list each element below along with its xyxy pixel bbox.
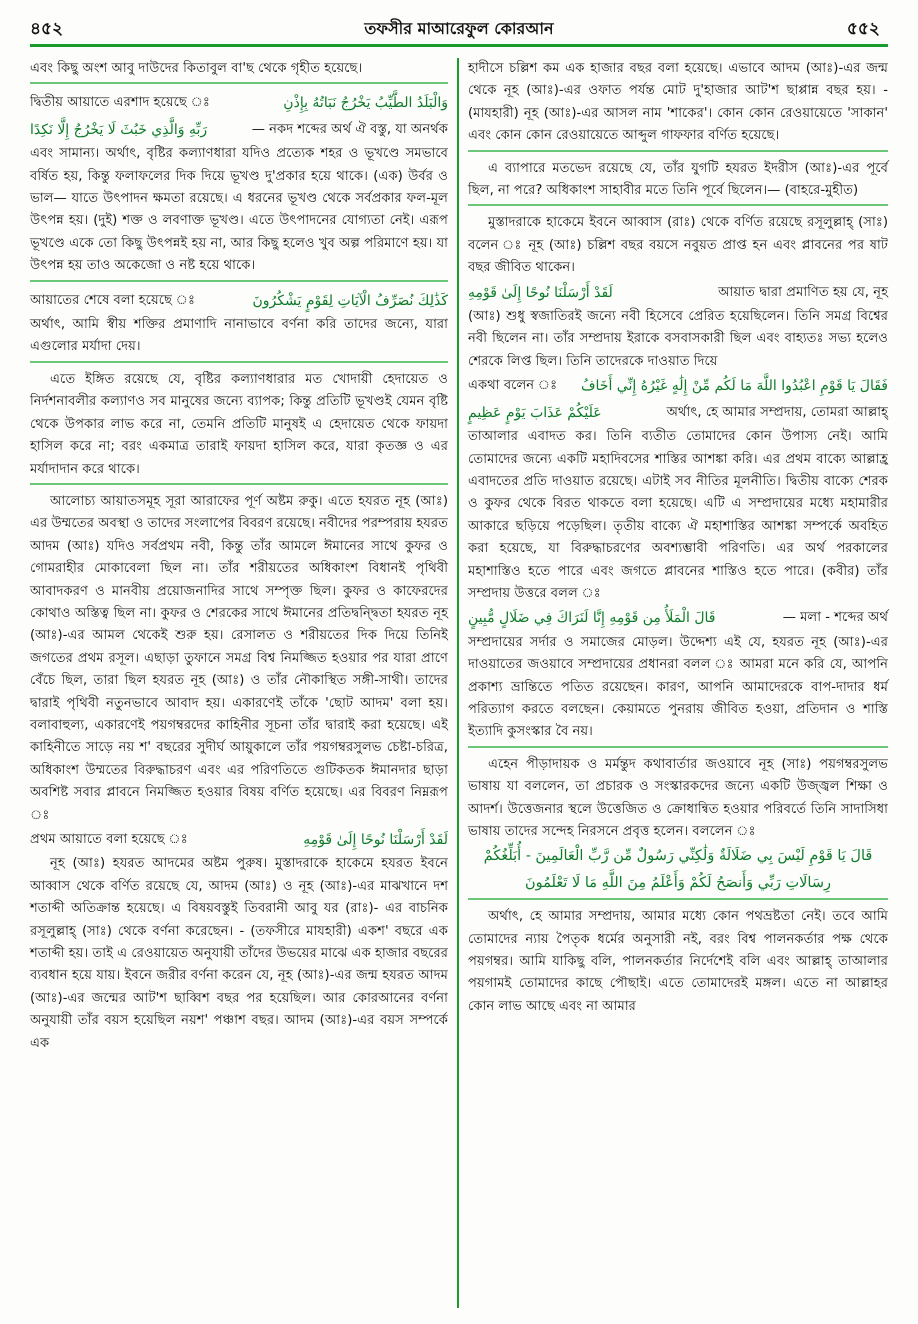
- arabic-verse: لَقَدْ أَرْسَلْنَا نُوحًا إِلَىٰ قَوْمِهِ: [468, 284, 613, 301]
- paragraph: এহেন পীড়াদায়ক ও মর্মন্তুদ কথাবার্তার জওয়াবে নূহ (সাঃ) পয়গম্বরসুলভ ভাষায় যা বললেন, তা প্রচারক ও সংস্কারকদের জন্যে একটি উজ্জ্বল শিক্ষা ও আদর্শ। উত্তেজনার স্থলে উত্তেজিত ও ক্রোধান্বিত হওয়ার পরিবর্তে তিনি সাদাসিধা ভাষায় তাদের সন্দেহ নিরসনে প্রবৃত্ত হলেন। বললেন ঃ: [468, 756, 888, 839]
- verse-line: [468, 400, 888, 426]
- paragraph: তাআলার এবাদত কর। তিনি ব্যতীত তোমাদের কোন উপাস্য নেই। আমি তোমাদের জন্যে একটি মহাদিবসের শাস্তির আশঙ্কা করি। এর প্রথম বাক্যে আল্লাহ্র এবাদতের প্রতি দাওয়াত রয়েছে। এটাই সব নীতির মূলনীতি। দ্বিতীয় বাক্যে শেরক ও কুফর থেকে বিরত থাকতে বলা হয়েছে। এটি এ সম্প্রদায়ের মধ্যে মহামারীর আকারে ছড়িয়ে পড়েছিল। তৃতীয় বাক্যে ঐ মহাশাস্তির আশঙ্কা সম্পর্কে অবহিত করা হয়েছে, যা বিরুদ্ধাচরণের অবশ্যম্ভাবী পরিণতি। এর অর্থ পরকালের মহাশাস্তিও হতে পারে এবং জগতে প্লাবনের শাস্তিও হতে পারে। (কবীর) তাঁর সম্প্রদায় উত্তরে বলল ঃ: [468, 429, 888, 601]
- header-rule: [30, 44, 888, 47]
- verse-line: [30, 90, 448, 116]
- paragraph: এবং সামান্য। অর্থাৎ, বৃষ্টির কল্যাণধারা যদিও প্রত্যেক শহর ও ভূখণ্ডে সমভাবে বর্ষিত হয়, কিন্তু ফলাফলের দিক দিয়ে ভূখণ্ড দু'প্রকার হয়ে থাকে। (এক) উর্বর ও ভাল— যাতে উৎপাদন ক্ষমতা রয়েছে। এ ধরনের ভূখণ্ড থেকে সর্বপ্রকার ফল-মূল উৎপন্ন হয়। (দুই) শক্ত ও লবণাক্ত ভূখণ্ড। এতে উৎপাদনের যোগ্যতা নেই। এরূপ ভূখণ্ডে একে তো কিছু উৎপন্নই হয় না, আর কিছু হলেও খুব অল্প পরিমাণে হয়। যা উৎপন্ন হয় তাও অকেজো ও নষ্ট হয়ে থাকে।: [30, 146, 448, 274]
- divider: [468, 204, 888, 206]
- verse-label: একথা বলেন ঃ: [468, 378, 558, 394]
- page-number-right: ৫৫২: [846, 19, 880, 39]
- divider: [30, 361, 448, 363]
- verse-line: [30, 288, 448, 314]
- verse-gloss: অর্থাৎ, হে আমার সম্প্রদায়, তোমরা আল্লাহ্: [666, 404, 888, 420]
- paragraph: হাদীসে চল্লিশ কম এক হাজার বছর বলা হয়েছে। এভাবে আদম (আঃ)-এর জন্ম থেকে নূহ (আঃ)-এর ওফাত পর্যন্ত মোট দু'হাজার আট'শ ছাপ্পান্ন বছর হয়। - (মাযহারী) নূহ (আঃ)-এর আসল নাম 'শাকের'। কোন কোন রেওয়ায়েতে 'সাকান' এবং কোন কোন রেওয়ায়েতে আব্দুল গাফফার বর্ণিত হয়েছে।: [468, 61, 888, 144]
- paragraph: অর্থাৎ, হে আমার সম্প্রদায়, আমার মধ্যে কোন পথভ্রষ্টতা নেই। তবে আমি তোমাদের ন্যায় পৈতৃক ধর্মের অনুসারী নই, বরং বিশ্ব পালনকর্তার পক্ষ থেকে পয়গম্বর। আমি যাকিছু বলি, পালনকর্তার নির্দেশেই বলি এবং আল্লাহ্ তাআলার পয়গামই তোমাদের কাছে পৌছাই। এতে তোমাদেরই মঙ্গল। এতে না আল্লাহর কোন লাভ আছে এবং না আমার: [468, 909, 888, 1014]
- paragraph: নূহ (আঃ) হযরত আদমের অষ্টম পুরুষ। মুস্তাদরাকে হাকেমে হযরত ইবনে আব্বাস থেকে বর্ণিত রয়েছে যে, আদম (আঃ) ও নূহ (আঃ)-এর মাঝখানে দশ শতাব্দী অতিক্রান্ত হয়েছে। এ বিষয়বস্তুই তিবরানী আবু যর (রাঃ)- এর বাচনিক রসূলুল্লাহ্ (সাঃ) থেকে বর্ণনা করেছেন। - (তফসীরে মাযহারী) একশ' বছরে এক শতাব্দী হয়। তাই এ রেওয়ায়েত অনুযায়ী তাঁদের উভয়ের মাঝে এক হাজার বছরের ব্যবধান হয়ে যায়। ইবনে জরীর বর্ণনা করেন যে, নূহ (আঃ)-এর জন্ম হযরত আদম (আঃ)-এর জন্মের আট'শ ছাব্বিশ বছর পর হয়েছিল। আর কোরআনের বর্ণনা অনুযায়ী তাঁর বয়স হয়েছিল নয়শ' পঞ্চাশ বছর। আদম (আঃ)-এর বয়স সম্পর্কে এক: [30, 856, 448, 1051]
- paragraph: এবং কিছু অংশ আবু দাউদের কিতাবুল বা'ছ থেকে গৃহীত হয়েছে।: [30, 61, 363, 76]
- arabic-verse: قَالَ الْمَلَأُ مِن قَوْمِهِ إِنَّا لَنَرَاكَ فِي ضَلَالٍ مُّبِينٍ: [468, 610, 716, 627]
- paragraph: আলোচ্য আয়াতসমূহ সূরা আরাফের পূর্ণ অষ্টম রুকু। এতে হযরত নূহ (আঃ) এর উম্মতের অবস্থা ও তাদের সংলাপের বিবরণ রয়েছে। নবীদের পরম্পরায় হযরত আদম (আঃ) যদিও সর্বপ্রথম নবী, কিন্তু তাঁর আমলে ঈমানের সাথে কুফর ও গোমরাহীর মোকাবেলা ছিল না। তাঁর শরীয়তের অধিকাংশ বিধানই পৃথিবী আবাদকরণ ও মানবীয় প্রয়োজনাদির সাথে সম্পৃক্ত ছিল। কুফর ও কাফেরদের কোথাও অস্তিত্ব ছিল না। কুফর ও শেরকের সাথে ঈমানের প্রতিদ্বন্দ্বিতা হযরত নূহ (আঃ)-এর আমল থেকেই শুরু হয়। রেসালত ও শরীয়তের দিক দিয়ে তিনিই জগতের প্রথম রসূল। এছাড়া তুফানে সমগ্র বিশ্ব নিমজ্জিত হওয়ার পর যারা প্রাণে বেঁচে ছিল, তারা ছিল হযরত নূহ (আঃ) ও তাঁর নৌকাস্থিত সঙ্গী-সাথী। তাদের দ্বারাই পৃথিবী নতুনভাবে আবাদ হয়। একারণেই তাঁকে 'ছোট আদম' বলা হয়। বলাবাহুল্য, একারণেই পয়গম্বরদের কাহিনীর সূচনা তাঁর দ্বারাই করা হয়েছে। এই কাহিনীতে সাড়ে নয় শ' বছরের সুদীর্ঘ আয়ুকালে তাঁর পয়গম্বরসুলভ চেষ্টা-চরিত্র, অধিকাংশ উম্মতের বিরুদ্ধাচরণ এবং এর পরিণতিতে গুটিকতক ঈমানদার ছাড়া অবশিষ্ট সবার প্লাবনে নিমজ্জিত হওয়ার বিষয় বর্ণিত হয়েছে। এর বিবরণ নিম্নরূপ ঃ: [30, 493, 448, 823]
- divider: [468, 746, 888, 748]
- running-title: তফসীর মাআরেফুল কোরআন: [364, 19, 554, 38]
- divider: [468, 150, 888, 152]
- paragraph: এতে ইঙ্গিত রয়েছে যে, বৃষ্টির কল্যাণধারার মত খোদায়ী হেদায়েত ও নির্দশনাবলীর কল্যাণও সব মানুষের জন্যে ব্যাপক; কিন্তু প্রতিটি ভূখণ্ডই যেমন বৃষ্টি থেকে উপকার লাভ করে না, তেমনি প্রতিটি মানুষই এ হেদায়েত থেকে ফায়দা হাসিল করে না; বরং একমাত্র তারাই ফায়দা হাসিল করে, যারা কৃতজ্ঞ ও এর মর্যাদাদান করে থাকে।: [30, 371, 448, 477]
- column-divider: [457, 58, 459, 1308]
- verse-label: প্রথম আয়াতে বলা হয়েছে ঃ: [30, 832, 188, 847]
- arabic-verse: كَذَٰلِكَ نُصَرِّفُ الْآيَاتِ لِقَوْمٍ يَشْكُرُونَ: [252, 292, 448, 309]
- verse-gloss: — নকদ শব্দের অর্থ ঐ বস্তু, যা অনর্থক: [251, 121, 448, 137]
- paragraph: (আঃ) শুধু স্বজাতিরই জন্যে নবী হিসেবে প্রেরিত হয়েছিলেন। তিনি সমগ্র বিশ্বের নবী ছিলেন না। তাঁর সম্প্রদায় ইরাকে বসবাসকারী ছিল এবং বাহ্যতঃ সভ্য হলেও শেরকে লিপ্ত ছিল। তিনি তাদেরকে দাওয়াত দিয়ে: [468, 309, 888, 369]
- verse-gloss: আয়াত দ্বারা প্রমাণিত হয় যে, নূহ: [718, 284, 888, 300]
- page-number-left: ৪৫২: [30, 19, 64, 39]
- verse-line: [30, 827, 448, 853]
- paragraph: এ ব্যাপারে মতভেদ রয়েছে যে, তাঁর যুগটি হযরত ইদরীস (আঃ)-এর পূর্বে ছিল, না পরে? অধিকাংশ সাহাবীর মতে তিনি পূর্বে ছিলেন।— (বাহরে-মুহীত): [468, 160, 888, 199]
- verse-label: দ্বিতীয় আয়াতে এরশাদ হয়েছে ঃ: [30, 95, 210, 111]
- arabic-verse: لَقَدْ أَرْسَلْنَا نُوحًا إِلَىٰ قَوْمِهِ: [303, 832, 448, 848]
- verse-line: [468, 280, 888, 306]
- arabic-verse: فَقَالَ يَا قَوْمِ اعْبُدُوا اللَّهَ مَا لَكُم مِّنْ إِلَٰهٍ غَيْرُهُ إِنِّي أَخَافُ: [581, 378, 888, 395]
- arabic-verse: وَالْبَلَدُ الطَّيِّبُ يَخْرُجُ نَبَاتُهُ بِإِذْنِ: [283, 95, 448, 112]
- left-column: [30, 58, 448, 1055]
- paragraph: সম্প্রদায়ের সর্দার ও সমাজের মোড়ল। উদ্দেশ্য এই যে, হযরত নূহ (আঃ)-এর দাওয়াতের জওয়াবে সম্প্রদায়ের প্রধানরা বলল ঃ আমরা মনে করি যে, আপনি প্রকাশ্য ভ্রান্তিতে পতিত রয়েছেন। কারণ, আপনি আমাদেরকে বাপ-দাদার ধর্ম পরিত্যাগ করতে বলছেন। কেয়ামতে পুনরায় জীবিত হওয়া, প্রতিদান ও শাস্তি ইত্যাদি কুসংস্কার বৈ নয়।: [468, 634, 888, 740]
- paragraph: অর্থাৎ, আমি স্বীয় শক্তির প্রমাণাদি নানাভাবে বর্ণনা করি তাদের জন্যে, যারা এগুলোর মর্যাদা দেয়।: [30, 317, 448, 355]
- verse-line: [468, 605, 888, 631]
- arabic-verse: عَلَيْكُمْ عَذَابَ يَوْمٍ عَظِيمٍ: [468, 404, 602, 421]
- verse-label: আয়াতের শেষে বলা হয়েছে ঃ: [30, 292, 196, 308]
- verse-line: [30, 117, 448, 143]
- divider: [30, 483, 448, 485]
- divider: [30, 82, 448, 84]
- arabic-verse: رِسَالَاتِ رَبِّي وَأَنصَحُ لَكُمْ وَأَعْلَمُ مِنَ اللَّهِ مَا لَا تَعْلَمُونَ: [525, 874, 831, 891]
- divider: [468, 898, 888, 900]
- verse-line: [468, 373, 888, 399]
- divider: [30, 280, 448, 282]
- arabic-verse: قَالَ يَا قَوْمِ لَيْسَ بِي ضَلَالَةٌ وَلَٰكِنِّي رَسُولٌ مِّن رَّبِّ الْعَالَمِينَ - أُبَلِّغُكُمْ: [483, 848, 873, 865]
- paragraph: মুস্তাদরাকে হাকেমে ইবনে আব্বাস (রাঃ) থেকে বর্ণিত রয়েছে রসূলুল্লাহ্ (সাঃ) বলেন ঃ নূহ (আঃ) চল্লিশ বছর বয়সে নবুয়ত প্রাপ্ত হন এবং প্লাবনের পর ষাট বছর জীবিত থাকেন।: [468, 215, 888, 276]
- right-column: [468, 58, 888, 1018]
- arabic-verse: رَبِّهِ وَالَّذِي خَبُثَ لَا يَخْرُجُ إِلَّا نَكِدًا: [30, 121, 208, 138]
- verse-gloss: — মলা - শব্দের অর্থ: [782, 610, 888, 626]
